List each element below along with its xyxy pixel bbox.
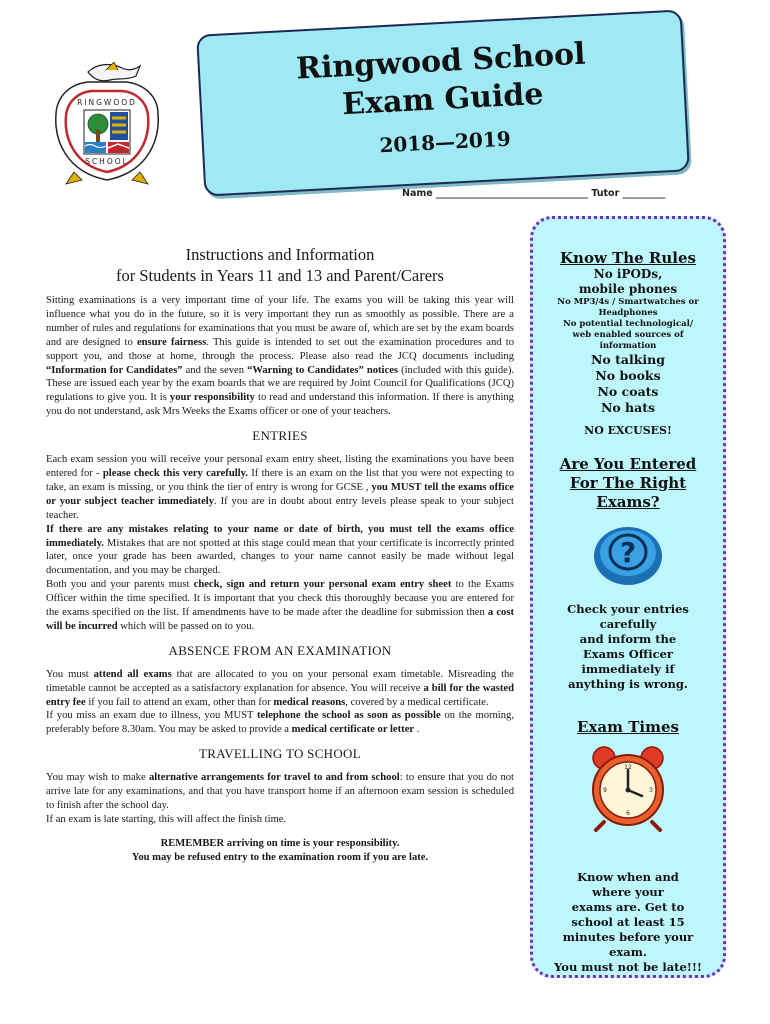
travel1-text-1: You may wish to make <box>46 772 149 784</box>
exam-times-text <box>533 870 723 960</box>
remember-line-2: You may be refused entry to the examination room if you are late. <box>131 851 429 863</box>
absence-heading: ABSENCE FROM AN EXAMINATION <box>168 642 392 658</box>
rule-item: No iPODs, <box>593 267 663 281</box>
alarm-clock-icon <box>580 742 676 832</box>
rule-item: No MP3/4s / Smartwatches or <box>557 297 699 307</box>
absence1-text-2: that are allocated to you on your personal exam timetable. Misreading the timetable cannot be accepted as a satisfactory explanation for absence. You will receive <box>46 668 515 694</box>
check-line: Check your entries <box>567 602 689 616</box>
absence-paragraph-2 <box>46 709 514 737</box>
entries2-text-1: Mistakes that are not spotted at this stage could mean that your certificate is incorrectly printed later, once your grade has been awarded, changes to your name cannot easily be made without legal documentation, and you may be charged. <box>46 537 514 577</box>
intro-text-4: (included with this guide). These are issued each year by the exam boards that we are required by Joint Council for Qualifications (JCQ) regulations to give you. It is <box>46 364 515 404</box>
must-not-be-late-text: You must not be late!!! <box>554 960 702 974</box>
entries3-bold-2: a cost will be incurred <box>46 607 514 632</box>
rule-item: mobile phones <box>578 282 678 296</box>
rule-item: web enabled sources of <box>572 330 684 340</box>
travel1-bold-1: alternative arrangements for travel to and from school <box>148 772 400 784</box>
travel-paragraph-1 <box>46 771 514 813</box>
entries1-bold-1: please check this very carefully. <box>102 467 248 479</box>
school-crest-logo <box>48 62 166 194</box>
entries1-text-3: . If you are in doubt about entry levels please speak to your subject teacher. <box>46 495 514 521</box>
main-heading-line2: for Students in Years 11 and 13 and Parent/Carers <box>116 266 444 285</box>
svg-text:3: 3 <box>649 787 653 794</box>
times-line: minutes before your <box>562 930 694 944</box>
entries3-bold-1: check, sign and return your personal exam entry sheet <box>193 579 452 591</box>
remember-line-1: REMEMBER arriving on time is your responsibility. <box>160 837 400 849</box>
times-line: school at least 15 <box>571 915 685 929</box>
intro-bold-3: “Warning to Candidates” notices <box>247 364 399 376</box>
banner-school-name: Ringwood School <box>295 36 587 87</box>
svg-text:?: ? <box>619 536 637 569</box>
intro-text-2: . This guide is intended to set out the examination procedures and to support you, and those at home, through the process. Please also read the JCQ documents including <box>46 336 514 362</box>
rule-item: No coats <box>597 384 659 399</box>
rule-item: Headphones <box>598 308 658 318</box>
entries-heading: ENTRIES <box>252 428 308 444</box>
absence2-text-2: on the morning, preferably before 8.30am. You may be asked to provide a <box>46 710 514 736</box>
entered-heading <box>533 455 723 512</box>
check-line: Exams Officer <box>583 647 673 661</box>
absence1-bold-3: medical reasons <box>273 696 346 708</box>
travel1-text-2: : to ensure that you do not arrive late for any examinations, and that you have transport home if an afternoon exam session is scheduled to finish after the school day. <box>46 772 514 811</box>
times-line: exam. <box>609 945 647 959</box>
intro-bold-2: “Information for Candidates” <box>46 364 183 376</box>
travel-paragraph-2: If an exam is late starting, this will affect the finish time. <box>46 813 287 825</box>
absence1-text-3: if you fail to attend an exam, other than for <box>85 696 274 708</box>
entries3-text-1: Both you and your parents must <box>46 579 194 591</box>
exam-times-heading: Exam Times <box>577 718 679 736</box>
absence-paragraph-1 <box>46 668 514 710</box>
absence2-text-1: If you miss an exam due to illness, you MUST <box>46 710 258 722</box>
question-mark-icon <box>590 522 666 588</box>
crest-bottom-text: SCHOOL <box>85 157 129 166</box>
name-tutor-line: Name ________________________________ Tutor _________ <box>402 188 666 199</box>
intro-text-1: Sitting examinations is a very important time of your life. The exams you will be taking this year will influence what you do in the future, so it is very important they run as smoothly as possible. There are a number of rules and regulations for examinations that you must be aware of, which are set by the exam boards and are designed to <box>46 295 514 348</box>
entries1-text-1: Each exam session you will receive your personal exam entry sheet, listing the examinations you have been entered for - <box>46 454 514 479</box>
times-line: exams are. Get to <box>571 900 685 914</box>
entered-heading-line: Are You Entered <box>559 455 697 473</box>
check-line: and inform the <box>579 632 677 646</box>
check-line: immediately if <box>581 662 675 676</box>
svg-text:9: 9 <box>603 787 607 794</box>
absence1-text-1: You must <box>46 668 94 680</box>
main-heading <box>46 244 514 286</box>
intro-text-3: and the seven <box>182 364 248 376</box>
banner-guide-title: Exam Guide <box>341 76 545 123</box>
rule-item: information <box>599 341 657 351</box>
absence2-text-3: . <box>414 724 420 736</box>
entered-heading-line: Exams? <box>596 493 660 511</box>
svg-text:12: 12 <box>624 764 632 771</box>
entries2-bold-1: If there are any mistakes relating to your name or date of birth, you must tell the exams office immediately. <box>46 523 514 549</box>
check-line: anything is wrong. <box>568 677 688 691</box>
intro-paragraph <box>46 294 514 419</box>
absence2-bold-2: medical certificate or letter <box>291 724 415 736</box>
times-line: Know when and <box>577 870 679 884</box>
no-excuses-text: NO EXCUSES! <box>584 424 672 437</box>
absence1-text-4: , covered by a medical certificate. <box>345 696 489 708</box>
entries3-text-2: to the Exams Officer within the time specified. It is important that you check this thoroughly because you are entered for the exams specified on the list. If amendments have to be made after the deadline for submission then <box>46 579 514 619</box>
check-entries-text <box>533 602 723 692</box>
travel-heading: TRAVELLING TO SCHOOL <box>198 746 361 762</box>
entries1-bold-2: you MUST tell the exams office or your subject teacher immediately <box>46 481 514 507</box>
check-line: carefully <box>599 617 657 631</box>
rule-item: No hats <box>600 400 656 415</box>
entries-paragraph-1 <box>46 453 514 523</box>
absence1-bold-1: attend all exams <box>93 668 172 680</box>
entries1-text-2: If there is an exam on the list that you were not expecting to take, an exam is missing, or you think the tier of entry is wrong for GCSE , <box>46 467 514 493</box>
banner-year: 2018—2019 <box>378 126 512 158</box>
intro-bold-4: your responsibility <box>169 392 255 404</box>
crest-top-text: RINGWOOD <box>77 98 137 107</box>
entries3-text-3: which will be passed on to you. <box>117 620 255 632</box>
rule-item: No books <box>595 368 661 383</box>
sidebar-rules-box <box>530 216 726 978</box>
entries-paragraph-3 <box>46 578 514 634</box>
rule-item: No talking <box>591 352 665 367</box>
intro-bold-1: ensure fairness <box>136 336 207 348</box>
times-line: where your <box>592 885 664 899</box>
absence2-bold-1: telephone the school as soon as possible <box>257 710 441 722</box>
title-banner <box>196 9 690 196</box>
svg-text:6: 6 <box>626 810 630 817</box>
rules-heading: Know The Rules <box>560 249 696 267</box>
absence1-bold-2: a bill for the wasted entry fee <box>46 682 514 708</box>
rule-item: No potential technological/ <box>562 319 693 329</box>
entered-heading-line: For The Right <box>569 474 687 492</box>
entries-paragraph-2 <box>46 523 514 579</box>
main-content <box>46 244 514 865</box>
intro-text-5: to read and understand this information. If there is anything you do not understand, ask Mrs Weeks the Exams officer or one of your teachers. <box>46 392 514 418</box>
main-heading-line1: Instructions and Information <box>185 245 375 264</box>
